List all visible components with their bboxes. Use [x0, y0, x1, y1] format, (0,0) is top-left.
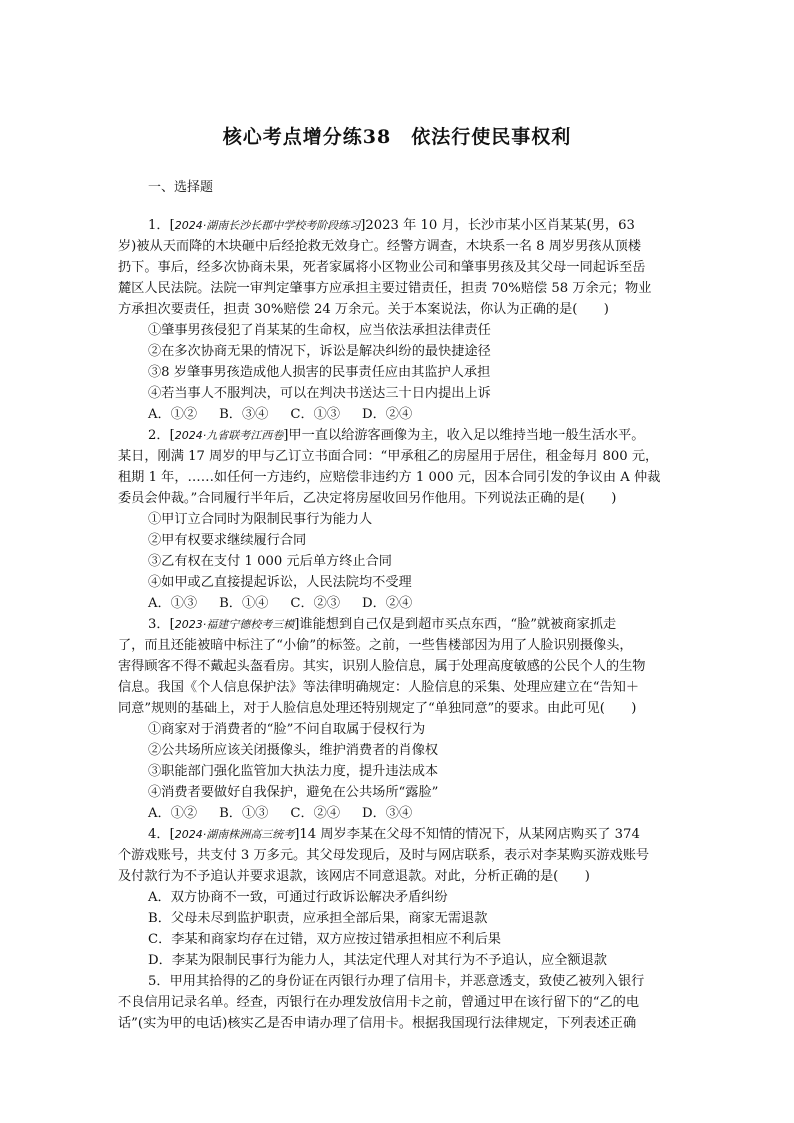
question-1-line-1: 1．[2024·湖南长沙长郡中学校考阶段练习]2023 年 10 月，长沙市某小区肖某某(男，63: [148, 218, 635, 233]
choice-c: C．②③: [290, 596, 341, 611]
question-3-line-5: 同意”规则的基础上，对于人脸信息处理还特别规定了“单独同意”的要求。由此可见( ): [118, 701, 637, 716]
question-2-statement-4: ④如甲或乙直接提起诉讼，人民法院均不受理: [148, 575, 412, 590]
question-1-line-5: 方承担次要责任，担责 30%赔偿 24 万余元。关于本案说法，你认为正确的是( ): [118, 302, 609, 317]
question-3-source: 2023·福建宁德校考三模: [174, 618, 295, 631]
question-2-statement-3: ③乙有权在支付 1 000 元后单方终止合同: [148, 554, 392, 569]
choice-d: D．②④: [362, 407, 413, 422]
question-3-statement-3: ③职能部门强化监管加大执法力度，提升违法成本: [148, 764, 439, 779]
question-3-line-4: 信息。我国《个人信息保护法》等法律明确规定：人脸信息的采集、处理应建立在“告知＋: [118, 680, 640, 695]
question-1-line-3: 扔下。事后，经多次协商未果，死者家属将小区物业公司和肇事男孩及其父母一同起诉至岳: [118, 260, 646, 275]
question-5-line-1: 5．甲用其拾得的乙的身份证在丙银行办理了信用卡，并恶意透支，致使乙被列入银行: [148, 974, 645, 989]
question-2-line-3: 租期 1 年，……如任何一方违约，应赔偿非违约方 1 000 元，因本合同引发的争议由 A 仲裁: [118, 470, 661, 485]
question-4-source: 2024·湖南株洲高三统考: [174, 828, 295, 841]
question-2-line-1: 2．[2024·九省联考江西卷]甲一直以给游客画像为主，收入足以维持当地一般生活水平。: [148, 428, 645, 443]
question-1-source: 2024·湖南长沙长郡中学校考阶段练习: [174, 219, 361, 232]
choice-c: C．②④: [290, 806, 341, 821]
question-4-line-1: 4．[2024·湖南株洲高三统考]14 周岁李某在父母不知情的情况下，从某网店购买了 374: [148, 827, 640, 842]
question-1-statement-1: ①肇事男孩侵犯了肖某某的生命权，应当依法承担法律责任: [148, 323, 491, 338]
question-1-line-2: 岁)被从天而降的木块砸中后经抢救无效身亡。经警方调查，木块系一名 8 周岁男孩从顶楼: [118, 239, 642, 254]
question-2-line-4: 委员会仲裁。”合同履行半年后，乙决定将房屋收回另作他用。下列说法正确的是( ): [118, 491, 617, 506]
question-2-answer-choices: [148, 593, 708, 614]
page-title: 核心考点增分练38 依法行使民事权利: [222, 126, 572, 148]
question-1-answer-choices: [148, 404, 708, 425]
question-2-source: 2024·九省联考江西卷: [174, 429, 284, 442]
question-4-line-2: 个游戏账号，共支付 3 万多元。其父母发现后，及时与网店联系，表示对李某购买游戏账号: [118, 848, 650, 863]
question-1-statement-2: ②在多次协商无果的情况下，诉讼是解决纠纷的最快捷途径: [148, 344, 491, 359]
choice-b: B．③④: [219, 407, 269, 422]
question-3-line-2: 了，而且还能被暗中标注了“小偷”的标签。之前，一些售楼部因为用了人脸识别摄像头，: [118, 638, 633, 653]
question-3-statement-4: ④消费者要做好自我保护，避免在公共场所“露脸”: [148, 785, 439, 800]
question-4-option-c: C．李某和商家均存在过错，双方应按过错承担相应不利后果: [148, 932, 501, 947]
question-3-answer-choices: [148, 803, 708, 824]
choice-a: A．①③: [148, 596, 198, 611]
choice-d: D．③④: [362, 806, 413, 821]
question-1-line-4: 麓区人民法院。法院一审判定肇事方应承担主要过错责任，担责 70%赔偿 58 万余元；物业: [118, 281, 652, 296]
question-1-statement-3: ③8 岁肇事男孩造成他人损害的民事责任应由其监护人承担: [148, 365, 491, 380]
question-3-statement-1: ①商家对于消费者的“脸”不问自取属于侵权行为: [148, 722, 426, 737]
question-3-line-1: 3．[2023·福建宁德校考三模]谁能想到自己仅是到超市买点东西，“脸”就被商家抓走: [148, 617, 617, 632]
choice-b: B．①④: [219, 596, 269, 611]
section-heading: 一、选择题: [148, 180, 214, 195]
question-2-line-2: 某日，刚满 17 周岁的甲与乙订立书面合同：“甲承租乙的房屋用于居住，租金每月 800 元，: [118, 449, 659, 464]
question-4-line-3: 及付款行为不予追认并要求退款，该网店不同意退款。对此，分析正确的是( ): [118, 869, 590, 884]
question-5-line-2: 不良信用记录名单。经查，丙银行在办理发放信用卡之前，曾通过甲在该行留下的“乙的电: [118, 995, 640, 1010]
question-4-option-a: A．双方协商不一致，可通过行政诉讼解决矛盾纠纷: [148, 890, 448, 905]
question-2-statement-2: ②甲有权要求继续履行合同: [148, 533, 307, 548]
choice-d: D．②④: [362, 596, 413, 611]
choice-a: A．①②: [148, 407, 198, 422]
question-5-line-3: 话”(实为甲的电话)核实乙是否申请办理了信用卡。根据我国现行法律规定，下列表述正确: [118, 1016, 637, 1031]
question-1-statement-4: ④若当事人不服判决，可以在判决书送达三十日内提出上诉: [148, 386, 491, 401]
question-4-option-d: D．李某为限制民事行为能力人，其法定代理人对其行为不予追认，应全额退款: [148, 953, 607, 968]
question-3-statement-2: ②公共场所应该关闭摄像头，维护消费者的肖像权: [148, 743, 439, 758]
choice-b: B．①③: [219, 806, 269, 821]
question-3-line-3: 害得顾客不得不戴起头盔看房。其实，识别人脸信息，属于处理高度敏感的公民个人的生物: [118, 659, 646, 674]
choice-a: A．①②: [148, 806, 198, 821]
question-4-option-b: B．父母未尽到监护职责，应承担全部后果，商家无需退款: [148, 911, 488, 926]
question-2-statement-1: ①甲订立合同时为限制民事行为能力人: [148, 512, 373, 527]
choice-c: C．①③: [290, 407, 341, 422]
